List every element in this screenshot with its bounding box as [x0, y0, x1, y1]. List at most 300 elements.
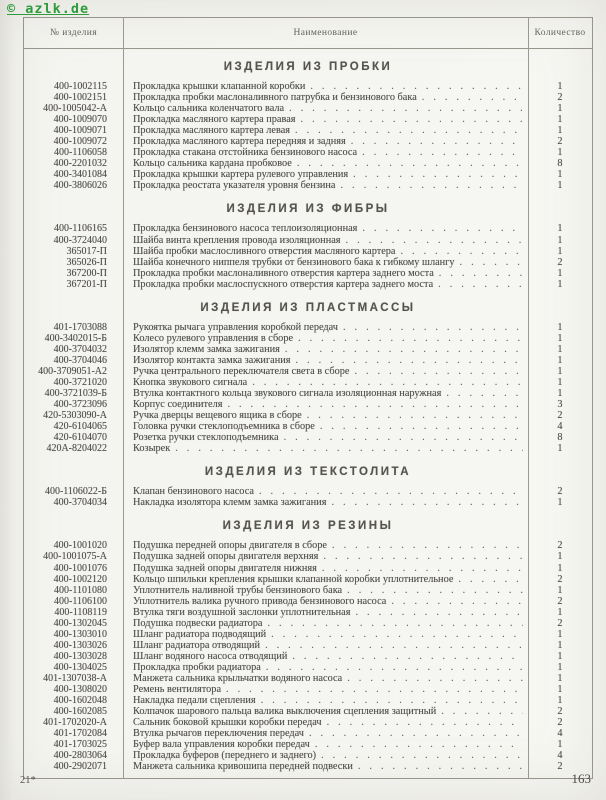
dot-leader — [268, 618, 524, 629]
quantity: 1 — [557, 180, 563, 192]
part-name: Шайба винта крепления провода изоляционная — [133, 234, 341, 246]
part-number: 365026-П — [66, 256, 107, 268]
table-row — [24, 136, 592, 147]
dot-leader — [438, 279, 523, 290]
quantity: 4 — [557, 750, 563, 762]
dot-leader — [261, 695, 523, 706]
part-name: Изолятор контакта замка зажигания — [133, 354, 291, 366]
part-name-cell — [123, 432, 528, 443]
quantity: 1 — [557, 376, 563, 388]
quantity: 1 — [557, 321, 563, 333]
table-row — [24, 366, 592, 377]
part-number: 400-3402015-Б — [44, 332, 107, 344]
dot-leader — [341, 180, 524, 191]
part-name-cell — [123, 136, 528, 147]
part-name: Манжета сальника кривошипа передней подвески — [133, 761, 353, 773]
dot-leader — [356, 607, 524, 618]
part-name-cell — [123, 92, 528, 103]
quantity: 3 — [557, 399, 563, 411]
part-number: 400-1101080 — [54, 584, 107, 596]
table-row — [24, 147, 592, 158]
quantity: 1 — [557, 628, 563, 640]
part-name: Накладка изолятора клемм замка зажигания — [133, 497, 327, 509]
table-row — [24, 180, 592, 191]
part-name: Прокладка буферов (переднего и заднего) — [133, 750, 317, 762]
quantity: 1 — [557, 584, 563, 596]
quantity: 2 — [557, 540, 563, 552]
part-name: Ремень вентилятора — [133, 684, 222, 696]
quantity: 1 — [557, 388, 563, 400]
part-name: Прокладка пробки маслоналивного патрубка и бензинового бака — [133, 92, 417, 104]
part-number: 400-1602048 — [53, 695, 107, 707]
quantity: 1 — [557, 125, 563, 137]
quantity: 1 — [557, 103, 563, 115]
part-name: Прокладка крышки картера рулевого управления — [133, 169, 349, 181]
quantity: 1 — [557, 562, 563, 574]
table-row — [24, 377, 592, 388]
quantity: 1 — [557, 739, 563, 751]
quantity: 1 — [557, 267, 563, 279]
part-name: Прокладка реостата указателя уровня бензина — [133, 180, 336, 192]
part-name: Колесо рулевого управления в сборе — [133, 332, 294, 344]
part-number: 420А-8204022 — [46, 443, 107, 455]
part-name: Прокладка пробки маслоналивного отверстия картера заднего моста — [133, 267, 434, 279]
part-name: Подушка передней опоры двигателя в сборе — [133, 540, 328, 552]
part-name-cell — [123, 377, 528, 388]
quantity: 2 — [557, 92, 563, 104]
dot-leader — [347, 673, 523, 684]
quantity: 2 — [557, 136, 563, 148]
dot-leader — [347, 585, 523, 596]
table-row — [24, 344, 592, 355]
quantity: 8 — [557, 158, 563, 170]
part-name-cell — [123, 388, 528, 399]
section-title: ИЗДЕЛИЯ ИЗ ТЕКСТОЛИТА — [204, 466, 412, 479]
part-name: Изолятор клемм замка зажигания — [133, 343, 280, 355]
part-name: Подушка задней опоры двигателя нижняя — [133, 562, 317, 574]
part-number: 400-3723096 — [53, 399, 107, 411]
dot-leader — [297, 158, 523, 169]
part-number: 400-1304025 — [53, 661, 107, 673]
table-row — [24, 279, 592, 290]
quantity: 1 — [557, 661, 563, 673]
page-number: 163 — [571, 771, 591, 786]
dot-leader — [252, 377, 523, 388]
column-header-part-number: № изделия — [50, 28, 97, 38]
part-number: 400-3401084 — [53, 169, 107, 181]
part-name: Прокладка масляного картера передняя и задняя — [133, 136, 346, 148]
dot-leader — [266, 662, 523, 673]
part-name-cell — [123, 421, 528, 432]
part-name-cell — [123, 728, 528, 739]
part-number: 400-2803064 — [53, 750, 107, 762]
part-number: 420-6104070 — [53, 432, 107, 444]
part-name-cell — [123, 169, 528, 180]
section-title: ИЗДЕЛИЯ ИЗ РЕЗИНЫ — [222, 520, 394, 533]
table-row — [24, 618, 592, 629]
quantity: 1 — [557, 650, 563, 662]
dot-leader — [315, 739, 523, 750]
part-name-cell — [123, 761, 528, 772]
dot-leader — [321, 750, 523, 761]
dot-leader — [310, 81, 523, 92]
quantity: 2 — [557, 717, 563, 729]
table-row — [24, 651, 592, 662]
part-name-cell — [123, 706, 528, 717]
part-number: 400-1009071 — [53, 125, 107, 137]
quantity: 1 — [557, 278, 563, 290]
part-name-cell — [123, 355, 528, 366]
table-row — [24, 443, 592, 454]
part-number: 400-1303026 — [53, 639, 107, 651]
quantity: 1 — [557, 245, 563, 257]
part-name-cell — [123, 684, 528, 695]
table-row — [24, 410, 592, 421]
part-name: Головка ручки стеклоподъемника в сборе — [133, 421, 315, 433]
part-number: 400-1302045 — [53, 617, 107, 629]
dot-leader — [358, 761, 523, 772]
table-row — [24, 739, 592, 750]
part-name: Манжета сальника крыльчатки водяного насоса — [133, 672, 343, 684]
dot-leader — [353, 169, 523, 180]
dot-leader — [441, 706, 523, 717]
section-title: ИЗДЕЛИЯ ИЗ ФИБРЫ — [226, 203, 390, 216]
part-number: 400-1005042-А — [43, 103, 107, 115]
table-row — [24, 486, 592, 497]
part-name: Прокладка пробки маслоспускного отверстия картера заднего моста — [133, 278, 434, 290]
part-name: Клапан бензинового насоса — [133, 486, 254, 498]
dot-leader — [439, 268, 523, 279]
table-row — [24, 629, 592, 640]
part-name-cell — [123, 158, 528, 169]
part-number: 400-1106022-Б — [44, 486, 107, 498]
table-row — [24, 125, 592, 136]
part-name: Буфер вала управления коробки передач — [133, 739, 310, 751]
table-row — [24, 673, 592, 684]
part-name: Втулка рычагов переключения передач — [133, 728, 304, 740]
dot-leader — [346, 235, 523, 246]
part-name: Подушка задней опоры двигателя верхняя — [133, 551, 319, 563]
quantity: 2 — [557, 256, 563, 268]
part-name: Кольцо сальника кардана пробковое — [133, 158, 292, 170]
part-name: Прокладка масляного картера правая — [133, 114, 296, 126]
table-row — [24, 114, 592, 125]
part-name-cell — [123, 257, 528, 268]
column-divider-2 — [528, 18, 529, 778]
dot-leader — [271, 629, 523, 640]
dot-leader — [391, 596, 523, 607]
part-name-cell — [123, 443, 528, 454]
part-name: Прокладка масляного картера левая — [133, 125, 291, 137]
table-row — [24, 706, 592, 717]
table-row — [24, 158, 592, 169]
table-row — [24, 574, 592, 585]
table-row — [24, 257, 592, 268]
footer-signature: 21* — [20, 775, 36, 786]
part-name: Шланг радиатора подводящий — [133, 628, 267, 640]
part-name: Кнопка звукового сигнала — [133, 376, 248, 388]
part-number: 401-1702084 — [53, 728, 107, 740]
quantity: 1 — [557, 354, 563, 366]
quantity: 4 — [557, 728, 563, 740]
quantity: 1 — [557, 114, 563, 126]
dot-leader — [458, 574, 523, 585]
table-row — [24, 92, 592, 103]
dot-leader — [289, 103, 523, 114]
table-row — [24, 497, 592, 508]
part-number: 367201-П — [66, 278, 107, 290]
part-number: 400-3704046 — [53, 354, 107, 366]
quantity: 1 — [557, 639, 563, 651]
quantity: 2 — [557, 573, 563, 585]
part-number: 400-1002120 — [53, 573, 107, 585]
dot-leader — [422, 92, 523, 103]
part-name-cell — [123, 750, 528, 761]
dot-leader — [285, 344, 523, 355]
table-row — [24, 695, 592, 706]
quantity: 1 — [557, 672, 563, 684]
column-divider-1 — [123, 18, 124, 778]
part-name-cell — [123, 717, 528, 728]
part-name: Уплотнитель наливной трубы бензинового бака — [133, 584, 343, 596]
part-name-cell — [123, 618, 528, 629]
quantity: 2 — [557, 706, 563, 718]
part-number: 400-1303028 — [53, 650, 107, 662]
dot-leader — [322, 563, 523, 574]
part-name: Ручка дверцы вещевого ящика в сборе — [133, 410, 302, 422]
dot-leader — [226, 684, 523, 695]
part-number: 401-1703088 — [53, 321, 107, 333]
table-row — [24, 750, 592, 761]
part-number: 400-3806026 — [53, 180, 107, 192]
part-name: Рукоятка рычага управления коробкой передач — [133, 321, 338, 333]
part-name-cell — [123, 246, 528, 257]
part-name: Накладка педали сцепления — [133, 695, 256, 707]
dot-leader — [331, 497, 523, 508]
quantity: 4 — [557, 421, 563, 433]
quantity: 1 — [557, 684, 563, 696]
part-name: Кольцо шпильки крепления крышки клапанной коробки уплотнительное — [133, 573, 454, 585]
part-number: 400-1106058 — [54, 147, 107, 159]
part-name-cell — [123, 551, 528, 562]
quantity: 2 — [557, 410, 563, 422]
part-name: Шайба конечного ниппеля трубки от бензинового бака к гибкому шлангу — [133, 256, 455, 268]
part-number: 400-1602085 — [53, 706, 107, 718]
part-name-cell — [123, 574, 528, 585]
dot-leader — [323, 551, 523, 562]
quantity: 1 — [557, 497, 563, 509]
table-row — [24, 333, 592, 344]
part-number: 400-1106100 — [54, 595, 107, 607]
quantity: 1 — [557, 81, 563, 92]
part-number: 400-1308020 — [53, 684, 107, 696]
table-row — [24, 563, 592, 574]
part-name-cell — [123, 180, 528, 191]
part-name-cell — [123, 344, 528, 355]
part-name: Прокладка бензинового насоса теплоизоляционная — [133, 223, 358, 235]
part-number: 400-2201032 — [53, 158, 107, 170]
table-row — [24, 399, 592, 410]
part-number: 400-1002115 — [54, 81, 107, 92]
table-row — [24, 551, 592, 562]
part-name: Козырек — [133, 443, 171, 455]
part-name-cell — [123, 147, 528, 158]
part-number: 400-3704034 — [53, 497, 107, 509]
part-name-cell — [123, 640, 528, 651]
dot-leader — [332, 540, 523, 551]
table-row — [24, 268, 592, 279]
dot-leader — [259, 486, 523, 497]
dot-leader — [298, 333, 523, 344]
part-number: 400-1106165 — [54, 223, 107, 235]
part-name-cell — [123, 607, 528, 618]
part-name: Кольцо сальника коленчатого вала — [133, 103, 285, 115]
part-name: Корпус соединителя — [133, 399, 223, 411]
part-number: 401-1702020-А — [43, 717, 107, 729]
table-row — [24, 103, 592, 114]
part-name: Ручка центрального переключателя света в сборе — [133, 365, 350, 377]
quantity: 1 — [557, 343, 563, 355]
part-name: Колпачок шарового пальца валика выключения сцепления защитный — [133, 706, 437, 718]
part-name-cell — [123, 585, 528, 596]
column-header-quantity: Количество — [534, 28, 586, 38]
part-number: 400-3721020 — [53, 376, 107, 388]
dot-leader — [446, 388, 523, 399]
quantity: 2 — [557, 617, 563, 629]
section-title: ИЗДЕЛИЯ ИЗ ПРОБКИ — [223, 61, 393, 73]
quantity: 1 — [557, 169, 563, 181]
part-name: Прокладка пробки радиатора — [133, 661, 261, 673]
part-name-cell — [123, 223, 528, 234]
quantity: 1 — [557, 147, 563, 159]
part-name: Шланг водяного насоса отводящий — [133, 650, 288, 662]
quantity: 1 — [557, 551, 563, 563]
part-name-cell — [123, 596, 528, 607]
part-name: Шланг радиатора отводящий — [133, 639, 261, 651]
part-number: 400-3704032 — [53, 343, 107, 355]
table-body — [24, 61, 592, 778]
part-name-cell — [123, 739, 528, 750]
quantity: 1 — [557, 332, 563, 344]
part-name-cell — [123, 333, 528, 344]
part-number: 400-3721039-Б — [44, 388, 107, 400]
part-name-cell — [123, 103, 528, 114]
part-name: Прокладка крышки клапанной коробки — [133, 81, 306, 92]
part-number: 401-1703025 — [53, 739, 107, 751]
table-row — [24, 607, 592, 618]
table-row — [24, 540, 592, 551]
dot-leader — [362, 147, 523, 158]
watermark: © azlk.de — [7, 1, 90, 17]
dot-leader — [320, 421, 523, 432]
quantity: 2 — [557, 486, 563, 498]
part-number: 400-1303010 — [53, 628, 107, 640]
part-number: 365017-П — [66, 245, 107, 257]
quantity: 2 — [557, 595, 563, 607]
part-name-cell — [123, 125, 528, 136]
part-name-cell — [123, 322, 528, 333]
part-name-cell — [123, 540, 528, 551]
quantity: 8 — [557, 432, 563, 444]
part-name: Втулка контактного кольца звукового сигнала изоляционная наружная — [133, 388, 442, 400]
part-number: 400-1009070 — [53, 114, 107, 126]
column-header-name: Наименование — [293, 28, 358, 38]
part-name: Втулка тяги воздушной заслонки уплотнительная — [133, 606, 351, 618]
part-name: Уплотнитель валика ручного привода бензинового насоса — [133, 595, 387, 607]
part-name: Прокладка стакана отстойника бензинового насоса — [133, 147, 358, 159]
dot-leader — [292, 651, 523, 662]
dot-leader — [265, 640, 523, 651]
dot-leader — [362, 223, 523, 234]
dot-leader — [343, 322, 523, 333]
part-name: Подушка подвески радиатора — [133, 617, 263, 629]
part-name-cell — [123, 279, 528, 290]
part-name-cell — [123, 81, 528, 92]
dot-leader — [354, 366, 523, 377]
part-name-cell — [123, 399, 528, 410]
quantity: 1 — [557, 695, 563, 707]
part-number: 401-1307038-А — [43, 672, 107, 684]
part-number: 420-6104065 — [53, 421, 107, 433]
table-row — [24, 662, 592, 673]
part-number: 400-2902071 — [53, 761, 107, 773]
table-row — [24, 322, 592, 333]
quantity: 1 — [557, 365, 563, 377]
dot-leader — [295, 125, 523, 136]
table-row — [24, 246, 592, 257]
dot-leader — [175, 443, 523, 454]
table-row — [24, 761, 592, 772]
part-name-cell — [123, 235, 528, 246]
dot-leader — [309, 728, 523, 739]
table-header-row — [24, 18, 592, 49]
part-name-cell — [123, 410, 528, 421]
part-name-cell — [123, 114, 528, 125]
table-row — [24, 81, 592, 92]
part-name-cell — [123, 366, 528, 377]
table-row — [24, 235, 592, 246]
part-number: 367200-П — [66, 267, 107, 279]
quantity: 1 — [557, 223, 563, 235]
part-name: Розетка ручки стеклоподъемника — [133, 432, 279, 444]
table-row — [24, 596, 592, 607]
table-row — [24, 388, 592, 399]
quantity: 2 — [557, 761, 563, 773]
part-name-cell — [123, 268, 528, 279]
quantity: 1 — [557, 606, 563, 618]
part-number: 400-1001075-А — [43, 551, 107, 563]
part-number: 400-1001076 — [53, 562, 107, 574]
part-number: 420-5303090-А — [43, 410, 107, 422]
dot-leader — [327, 717, 523, 728]
section-title: ИЗДЕЛИЯ ИЗ ПЛАСТМАССЫ — [200, 301, 416, 314]
part-number: 400-3724040 — [53, 234, 107, 246]
dot-leader — [284, 432, 523, 443]
part-name-cell — [123, 497, 528, 508]
part-number: 400-1002151 — [53, 92, 107, 104]
part-number: 400-1108119 — [54, 606, 107, 618]
table-row — [24, 223, 592, 234]
dot-leader — [227, 399, 523, 410]
table-row — [24, 585, 592, 596]
part-name-cell — [123, 486, 528, 497]
dot-leader — [307, 410, 523, 421]
table-row — [24, 640, 592, 651]
quantity: 1 — [557, 234, 563, 246]
dot-leader — [301, 114, 523, 125]
table-row — [24, 169, 592, 180]
table-row — [24, 728, 592, 739]
